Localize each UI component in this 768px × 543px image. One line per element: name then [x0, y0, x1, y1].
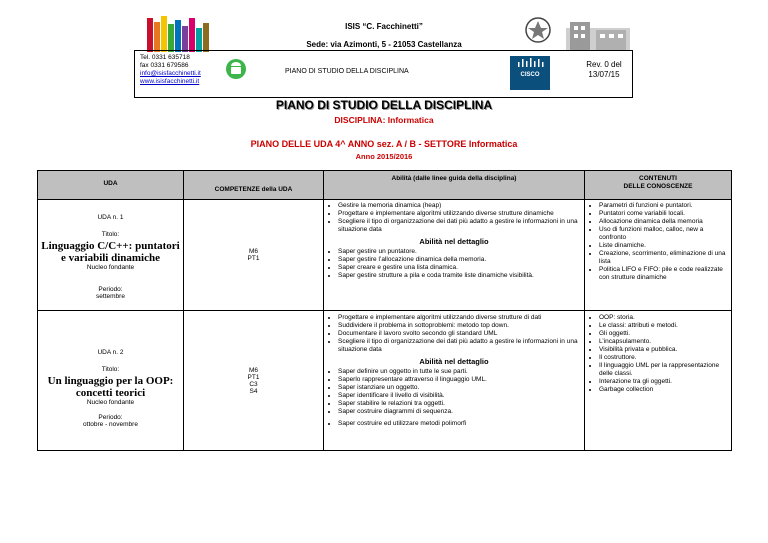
header-contents-label: CONTENUTI [639, 175, 677, 182]
contents-list [585, 314, 731, 394]
ability-item: • Documentare il lavoro svolto secondo gli standard UML [338, 330, 584, 338]
uda-title-label: Titolo: [101, 231, 120, 238]
content-item: • Creazione, scorrimento, eliminazione di una lista [599, 250, 731, 266]
competence-code: S4 [249, 387, 258, 395]
details-list [324, 368, 584, 428]
android-logo-icon [225, 58, 247, 80]
ability-item: • Scegliere il tipo di organizzazione dei dati più adatto a gestire le informazioni in una situazione data [338, 218, 584, 234]
content-item: • Liste dinamiche. [599, 242, 731, 250]
competence-code: PT1 [247, 255, 260, 262]
table-header-row [38, 171, 732, 200]
content-item: • Uso di funzioni malloc, calloc, new a confronto [599, 226, 731, 242]
uda-period-label: Periodo: [98, 414, 123, 421]
detail-item: • Saper definire un oggetto in tutte le sue parti. [338, 368, 584, 376]
detail-item: • Saper stabilire le relazioni tra oggetti. [338, 400, 584, 408]
abilities-cell [324, 200, 585, 311]
header-abilities-label: Abilità (dalle linee guida della disciplina) [391, 175, 517, 182]
uda-number: UDA n. 2 [97, 349, 124, 356]
content-item: • Garbage collection [599, 386, 731, 394]
republic-emblem [511, 16, 566, 44]
detail-item: • Saper gestire l’allocazione dinamica della memoria. [338, 256, 584, 264]
ability-item: • Progettare e implementare algoritmi utilizzando diverse strutture di dati [338, 314, 584, 322]
cisco-academy-logo [510, 56, 550, 90]
uda-title-label: Titolo: [101, 366, 120, 373]
detail-heading: Abilità nel dettaglio [419, 357, 489, 366]
header-uda-label: UDA [103, 180, 118, 187]
detail-item: • Saper identificare il livello di visibilità. [338, 392, 584, 400]
uda-title: Linguaggio C/C++: puntatori e variabili dinamiche [41, 240, 180, 264]
header-box [134, 50, 633, 98]
cisco-text: CISCO [520, 72, 540, 78]
ability-item: • Gestire la memoria dinamica (heap) [338, 202, 584, 210]
uda-period: settembre [96, 293, 125, 300]
content-item: • Le classi: attributi e metodi. [599, 322, 731, 330]
uda-nucleus: Nucleo fondante [86, 399, 135, 406]
detail-item: • Saper costruire ed utilizzare metodi polimorfi [338, 420, 584, 428]
content-item: • OOP: storia. [599, 314, 731, 322]
school-year: Anno 2015/2016 [355, 152, 413, 161]
content-item: • Il costruttore. [599, 354, 731, 362]
contents-cell [585, 311, 732, 451]
details-list [324, 248, 584, 280]
table-row [38, 311, 732, 451]
detail-item: • Saper gestire strutture a pila e coda tramite liste dinamiche visibilità. [338, 272, 584, 280]
abilities-list [324, 314, 584, 354]
competence-code: PT1 [247, 373, 260, 381]
detail-item: • Saper istanziare un oggetto. [338, 384, 584, 392]
content-item: • Politica LIFO e FIFO: pile e code realizzate con strutture dinamiche [599, 266, 731, 282]
content-item: • Allocazione dinamica della memoria [599, 218, 731, 226]
uda-title: Un linguaggio per la OOP: concetti teorici [47, 375, 174, 399]
school-address: Sede: via Azimonti, 5 - 21053 Castellanza [306, 40, 462, 49]
detail-item: • Saper gestire un puntatore. [338, 248, 584, 256]
header-uda [38, 171, 184, 200]
doc-label: PIANO DI STUDIO DELLA DISCIPLINA [285, 68, 409, 75]
content-item: • Interazione tra gli oggetti. [599, 378, 731, 386]
header-competences [184, 171, 324, 200]
ability-item: • Progettare e implementare algoritmi utilizzando diverse strutture dinamiche [338, 210, 584, 218]
revision-label: Rev. 0 del [586, 60, 622, 69]
website-link[interactable]: www.isisfacchinetti.it [140, 78, 200, 85]
discipline: DISCIPLINA: Informatica [334, 115, 434, 125]
header-contents-sub: DELLE CONOSCENZE [623, 183, 693, 190]
competence-code: M6 [248, 248, 259, 255]
uda-period-label: Periodo: [98, 286, 123, 293]
uda-table [37, 170, 732, 451]
email-link[interactable]: info@isisfacchinetti.it [140, 70, 201, 77]
revision [584, 60, 624, 80]
ability-item: • Suddividere il problema in sottoproblemi: metodo top down. [338, 322, 584, 330]
uda-cell [38, 200, 184, 311]
competences-cell [184, 200, 324, 311]
content-item: • Visibilità privata e pubblica. [599, 346, 731, 354]
uda-cell [38, 311, 184, 451]
tel: Tel. 0331 635718 [140, 54, 190, 61]
content-item: • Il linguaggio UML per la rappresentazione delle classi. [599, 362, 731, 378]
ability-item: • Scegliere il tipo di organizzazione dei dati più adatto a gestire le informazioni in una situazione data [338, 338, 584, 354]
detail-heading: Abilità nel dettaglio [419, 237, 489, 246]
content-item: • Gli oggetti. [599, 330, 731, 338]
competences-cell [184, 311, 324, 451]
content-item: • L’incapsulamento. [599, 338, 731, 346]
contents-cell [585, 200, 732, 311]
competence-code: C3 [249, 380, 258, 388]
table-row [38, 200, 732, 311]
header-competences-label: COMPETENZE della UDA [214, 186, 293, 193]
uda-period: ottobre - novembre [83, 421, 138, 428]
plan-title: PIANO DELLE UDA 4^ ANNO sez. A / B - SETTORE Informatica [250, 139, 518, 149]
uda-number: UDA n. 1 [97, 214, 124, 221]
school-building-image [566, 18, 630, 50]
detail-item: • Saper costruire diagrammi di sequenza. [338, 408, 584, 416]
contents-list [585, 202, 731, 282]
page-title: PIANO DI STUDIO DELLA DISCIPLINA [275, 98, 493, 112]
fax: fax 0331 679586 [140, 62, 189, 69]
detail-item: • Saperlo rappresentare attraverso il linguaggio UML. [338, 376, 584, 384]
header-abilities [324, 171, 585, 200]
uda-nucleus: Nucleo fondante [86, 264, 135, 271]
header-contents [585, 171, 732, 200]
revision-date: 13/07/15 [588, 70, 620, 79]
school-name: ISIS “C. Facchinetti” [345, 22, 423, 31]
content-item: • Parametri di funzioni e puntatori. [599, 202, 731, 210]
abilities-cell [324, 311, 585, 451]
content-item: • Puntatori come variabili locali. [599, 210, 731, 218]
abilities-list [324, 202, 584, 234]
detail-item: • Saper creare e gestire una lista dinamica. [338, 264, 584, 272]
contact-info [140, 54, 201, 86]
competence-code: M6 [248, 366, 259, 374]
